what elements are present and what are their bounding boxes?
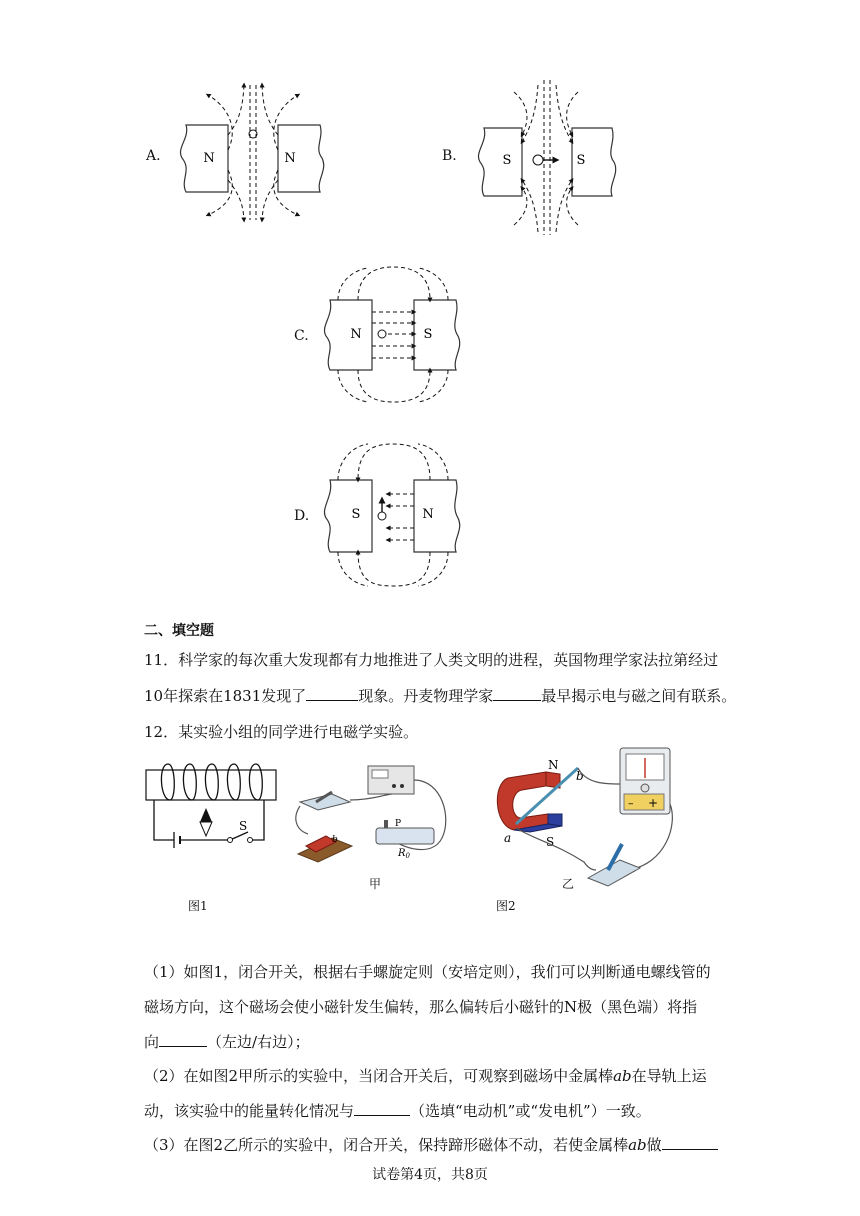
q12-sub2-line2 [144, 1101, 651, 1121]
jia-caption: 甲 [369, 877, 382, 891]
figure-2-jia [292, 758, 462, 878]
option-c-diagram [318, 262, 468, 406]
magnet-s-label: S [546, 835, 555, 849]
q11-text-a: 10年探索在1831发现了 [144, 687, 307, 705]
q11-line2 [144, 686, 736, 706]
magnet-left [324, 480, 372, 552]
option-a-label: A. [146, 148, 161, 164]
option-c-left-pole: N [350, 327, 362, 342]
q12-sub3-blank[interactable] [662, 1135, 718, 1150]
q12-sub2-text-d: （选填“电动机”或“发电机”）一致。 [410, 1102, 651, 1120]
option-c-right-pole: S [423, 327, 433, 342]
option-d-left-pole: S [351, 507, 361, 522]
compass-needle [378, 512, 386, 520]
q11-blank-1[interactable] [306, 686, 358, 701]
switch-label: S [239, 819, 248, 833]
q11-text-b: 现象。丹麦物理学家 [358, 687, 494, 705]
q12-sub1-text-a: 向 [144, 1033, 160, 1051]
q12-sub2-line1 [144, 1066, 707, 1086]
compass-needle-north [200, 808, 212, 822]
page-footer: 试卷第4页，共8页 [372, 1167, 488, 1183]
rod-b-label: b [576, 769, 584, 783]
yi-caption: 乙 [562, 877, 575, 891]
galvanometer-plus: + [648, 796, 659, 810]
q12-sub1-line2: 磁场方向，这个磁场会使小磁针发生偏转，那么偏转后小磁针的N极（黑色端）将指 [144, 998, 698, 1016]
q12-sub3-line1 [144, 1135, 718, 1155]
p-label: P [395, 819, 402, 829]
q12-sub2-ab: ab [613, 1067, 632, 1085]
q12-sub1-line3 [144, 1032, 310, 1052]
q12-sub3-text-a: （3）在图2乙所示的实验中，闭合开关，保持蹄形磁体不动，若使金属棒 [144, 1136, 629, 1154]
section-title: 二、填空题 [144, 623, 214, 639]
option-a-right-pole: N [284, 151, 296, 166]
q12-sub2-text-a: （2）在如图2甲所示的实验中，当闭合开关后，可观察到磁场中金属棒 [144, 1067, 614, 1085]
magnet-right [414, 480, 460, 552]
figure-1-solenoid [140, 760, 285, 860]
q11-line1: 11．科学家的每次重大发现都有力地推进了人类文明的进程，英国物理学家法拉第经过 [144, 651, 719, 669]
q12-sub1-blank[interactable] [159, 1032, 207, 1047]
compass-needle [533, 155, 543, 165]
magnet-left [324, 300, 372, 370]
option-d-right-pole: N [422, 507, 434, 522]
compass-needle-south [200, 822, 212, 836]
q12-sub3-text-b: 做 [646, 1136, 662, 1154]
option-b-label: B. [442, 148, 457, 164]
fig1-caption: 图1 [188, 899, 208, 913]
q12-sub2-blank[interactable] [354, 1101, 410, 1116]
option-b-diagram [474, 80, 634, 238]
compass-needle [378, 330, 386, 338]
q12-sub2-text-b: 在导轨上运 [631, 1067, 707, 1085]
rod-a-label: a [504, 831, 512, 845]
magnet-n-label: N [548, 758, 559, 772]
option-d-diagram [318, 436, 468, 592]
fig2-caption: 图2 [496, 899, 516, 913]
magnet-right [414, 300, 460, 370]
q12-sub1-line1: （1）如图1，闭合开关，根据右手螺旋定则（安培定则），我们可以判断通电螺线管的 [144, 963, 711, 981]
option-a-left-pole: N [203, 151, 215, 166]
q12-sub3-ab: ab [628, 1136, 647, 1154]
q12-sub1-text-b: （左边/右边）； [207, 1033, 310, 1051]
q11-blank-2[interactable] [493, 686, 541, 701]
option-c-label: C. [294, 328, 309, 344]
rheostat [376, 828, 434, 844]
q11-text-c: 最早揭示电与磁之间有联系。 [541, 687, 737, 705]
galvanometer-minus: – [628, 797, 634, 810]
q12-sub2-text-c: 动，该实验中的能量转化情况与 [144, 1102, 355, 1120]
option-d-label: D. [294, 508, 310, 524]
magnet-left [478, 128, 522, 196]
rod-b-small: b [332, 835, 338, 845]
solenoid-core [146, 770, 276, 800]
option-b-left-pole: S [502, 153, 512, 168]
r0-label: $R_0$ [398, 848, 410, 860]
option-b-right-pole: S [576, 153, 586, 168]
switch [588, 860, 640, 886]
q12-stem: 12．某实验小组的同学进行电磁学实验。 [144, 723, 419, 741]
option-a-diagram [178, 80, 328, 230]
figure-2-yi [496, 744, 680, 890]
